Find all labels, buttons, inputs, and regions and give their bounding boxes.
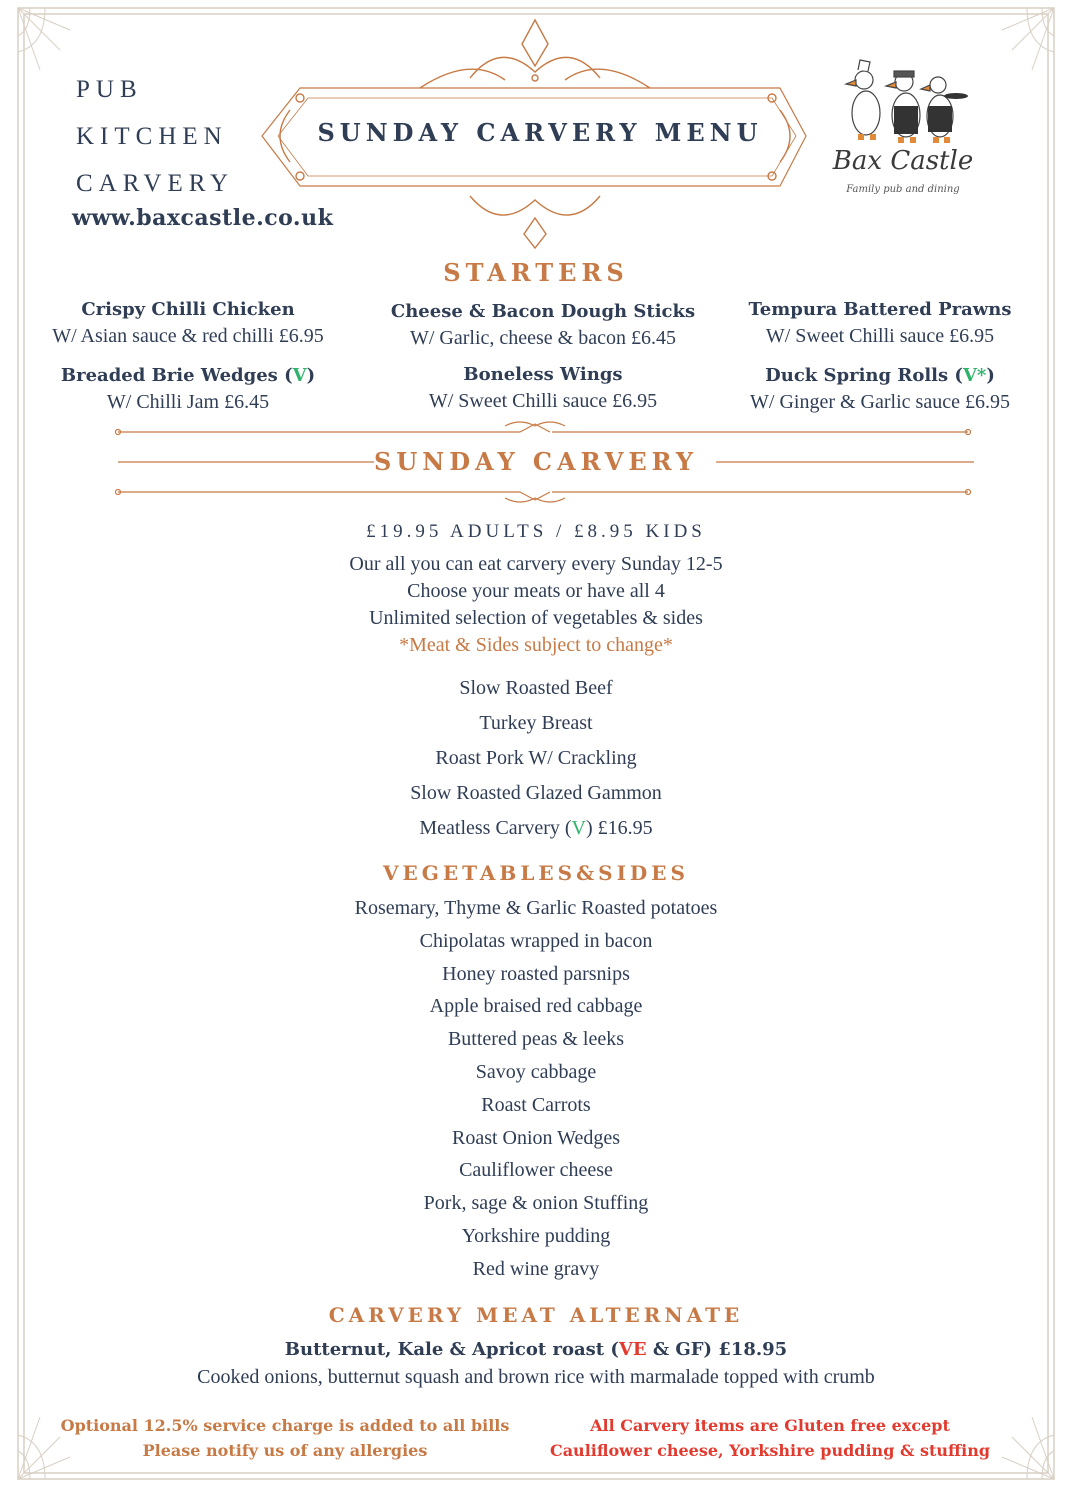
side-item: Apple braised red cabbage: [429, 995, 643, 1018]
side-item: Savoy cabbage: [475, 1060, 597, 1083]
starter-name: Tempura Battered Prawns: [748, 299, 1012, 320]
side-item: Rosemary, Thyme & Garlic Roasted potatoes: [354, 897, 718, 919]
starter-name-row: Breaded Brie Wedges (V): [60, 365, 316, 386]
meat-item: Turkey Breast: [479, 712, 593, 734]
alternate-name: Butternut, Kale & Apricot roast: [284, 1339, 605, 1360]
meatless-carvery-item: Meatless Carvery (V) £16.95: [419, 817, 653, 839]
divider-ornament-bottom: [116, 490, 971, 503]
side-item: Buttered peas & leeks: [447, 1028, 625, 1051]
starter-name-row: Duck Spring Rolls (V*): [765, 365, 995, 386]
gluten-free-tag: & GF): [652, 1339, 713, 1360]
footer-gluten-free: [520, 1413, 1020, 1463]
starter-desc: W/ Ginger & Garlic sauce £6.95: [750, 391, 1010, 413]
header-word-carvery: CARVERY: [76, 170, 235, 197]
meat-item: Slow Roasted Beef: [459, 677, 613, 699]
vegan-tag: VE: [618, 1339, 647, 1360]
starter-item: [710, 297, 1050, 363]
carvery-price: £19.95 ADULTS / £8.95 KIDS: [366, 521, 706, 542]
starter-item: [373, 299, 713, 365]
footer-line: All Carvery items are Gluten free except: [590, 1416, 950, 1435]
corner-ornament-top-left: [18, 8, 75, 70]
intro-line: Unlimited selection of vegetables & sides: [369, 607, 703, 629]
side-item: Yorkshire pudding: [461, 1224, 611, 1247]
meatless-label: Meatless Carvery: [419, 817, 560, 839]
starter-name: Crispy Chilli Chicken: [81, 299, 295, 320]
vegetarian-tag: V: [571, 817, 586, 839]
side-item: Honey roasted parsnips: [442, 962, 630, 985]
alternate-description: Cooked onions, butternut squash and brown rice with marmalade topped with crumb: [197, 1366, 875, 1388]
header-word-pub: PUB: [76, 76, 143, 103]
footer-line: Optional 12.5% service charge is added to all bills: [60, 1416, 510, 1435]
intro-line: Choose your meats or have all 4: [407, 580, 665, 602]
side-item: Red wine gravy: [472, 1257, 600, 1280]
starters-column-left: [18, 297, 358, 429]
starter-name: Duck Spring Rolls: [765, 365, 949, 386]
meatless-price: £16.95: [597, 817, 653, 839]
logo-name: Bax Castle: [832, 146, 974, 176]
starters-column-middle: [373, 299, 713, 428]
website-link[interactable]: www.baxcastle.co.uk: [72, 205, 334, 231]
sides-heading: VEGETABLES&SIDES: [383, 861, 689, 885]
carvery-intro: [0, 551, 1072, 659]
starters-heading: STARTERS: [443, 258, 629, 287]
side-item: Cauliflower cheese: [459, 1159, 613, 1182]
alternate-price: £18.95: [718, 1339, 788, 1360]
footer-service-charge: [40, 1413, 530, 1463]
ducks-illustration-icon: [828, 58, 978, 148]
starter-item: [18, 363, 358, 429]
vegetarian-tag: V*: [962, 365, 987, 386]
starter-name: Boneless Wings: [463, 364, 623, 385]
footer-line: Cauliflower cheese, Yorkshire pudding & stuffing: [549, 1441, 991, 1460]
logo-tagline: Family pub and dining: [846, 184, 960, 195]
starter-desc: W/ Sweet Chilli sauce £6.95: [765, 325, 995, 347]
meat-item: Slow Roasted Glazed Gammon: [410, 782, 662, 804]
starters-column-right: [710, 297, 1050, 429]
alternate-heading: CARVERY MEAT ALTERNATE: [328, 1303, 744, 1327]
starter-desc: W/ Garlic, cheese & bacon £6.45: [409, 327, 676, 349]
starter-name: Cheese & Bacon Dough Sticks: [390, 301, 696, 322]
header-word-kitchen: KITCHEN: [76, 123, 228, 150]
corner-ornament-top-right: [997, 8, 1054, 70]
intro-line: Our all you can eat carvery every Sunday 12-5: [349, 553, 723, 575]
starter-item: [18, 297, 358, 363]
starter-desc: W/ Asian sauce & red chilli £6.95: [52, 325, 324, 347]
subject-to-change-note: *Meat & Sides subject to change*: [399, 634, 673, 656]
carvery-meats-list: [0, 677, 1072, 852]
side-item: Chipolatas wrapped in bacon: [419, 929, 653, 952]
meat-item: Roast Pork W/ Crackling: [435, 747, 637, 769]
starter-item: [373, 362, 713, 428]
menu-title: SUNDAY CARVERY MENU: [317, 118, 763, 147]
alternate-name-row: Butternut, Kale & Apricot roast (VE & GF) £18.95: [284, 1339, 788, 1360]
header-left-words: [76, 70, 234, 211]
starter-desc: W/ Sweet Chilli sauce £6.95: [428, 390, 658, 412]
vegetarian-tag: V: [292, 365, 307, 386]
starter-name: Breaded Brie Wedges: [60, 365, 278, 386]
footer-line: Please notify us of any allergies: [142, 1441, 428, 1460]
carvery-heading: SUNDAY CARVERY: [374, 447, 698, 476]
side-item: Pork, sage & onion Stuffing: [423, 1192, 649, 1215]
starter-desc: W/ Chilli Jam £6.45: [106, 391, 270, 413]
starter-item: [710, 363, 1050, 429]
bax-castle-logo: [828, 58, 978, 218]
side-item: Roast Onion Wedges: [451, 1126, 620, 1149]
side-item: Roast Carrots: [481, 1093, 591, 1116]
sides-list: [0, 897, 1072, 1291]
